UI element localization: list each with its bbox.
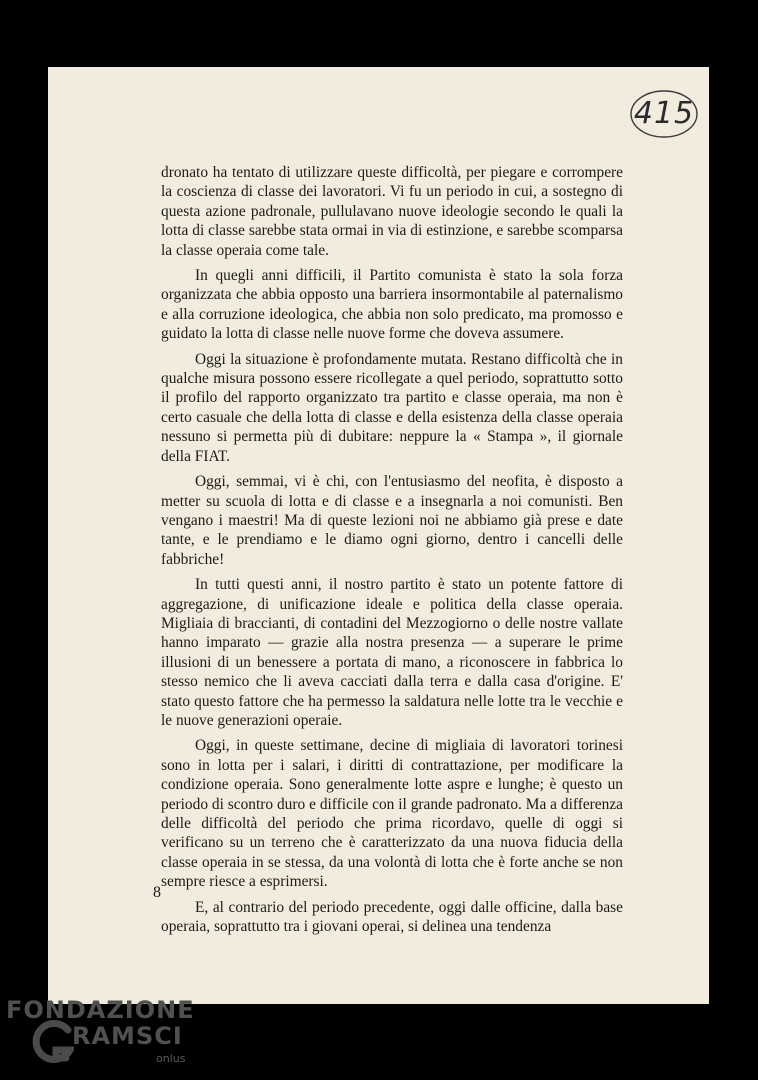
paragraph: dronato ha tentato di utilizzare queste difficoltà, per piegare e corrompere la coscienza di classe dei lavoratori. Vi fu un periodo in cui, a sostegno di questa azione padronale, pullulavano nuove ideologie secondo le quali la lotta di classe sarebbe stata ormai in via di estinzione, e sarebbe scomparsa la classe operaia come tale.: [161, 164, 623, 259]
handwritten-page-annotation: [629, 88, 699, 140]
paragraph: In quegli anni difficili, il Partito comunista è stato la sola forza organizzata che abbia opposto una barriera insormontabile al paternalismo e alla corruzione ideologica, che abbia non solo predicato, ma promosso e guidato la lotta di classe nelle nuove forme che doveva assumere.: [161, 267, 623, 343]
annotation-text: 415: [633, 96, 695, 131]
fondazione-gramsci-watermark: [6, 996, 196, 1076]
document-body: [161, 163, 623, 942]
paragraph: Oggi, in queste settimane, decine di migliaia di lavoratori torinesi sono in lotta per i salari, i diritti di contrattazione, per modificare la condizione operaia. Sono generalmente lotte aspre e lunghe; è questo un periodo di scontro duro e difficile con il grande padronato. Ma a differenza delle difficoltà del periodo che prima ricordavo, quelle di oggi si verificano su un terreno che è caratterizzato da una nuova fiducia della classe operaia in se stessa, da una volontà di lotta che è forte anche se non sempre riesce a esprimersi.: [161, 737, 623, 891]
paragraph: Oggi la situazione è profondamente mutata. Restano difficoltà che in qualche misura possono essere ricollegate a quel periodo, soprattutto sotto il profilo del rapporto organizzato tra partito e classe operaia, ma non è certo casuale che della lotta di classe e della esistenza della classe operaia nessuno si permetta più di dubitare: neppure la « Stampa », il giornale della FIAT.: [161, 350, 623, 465]
paragraph: Oggi, semmai, vi è chi, con l'entusiasmo del neofita, è disposto a metter su scuola di lotta e di classe e a insegnarla a noi comunisti. Ben vengano i maestri! Ma di queste lezioni noi ne abbiamo già prese e date tante, e le prendiamo e le diamo ogni giorno, dentro i cancelli delle fabbriche!: [161, 473, 623, 568]
page-number: 8: [153, 884, 161, 901]
gramsci-g-logo-icon: [30, 1018, 74, 1068]
paragraph: In tutti questi anni, il nostro partito è stato un potente fattore di aggregazione, di unificazione ideale e politica della classe operaia. Migliaia di braccianti, di contadini del Mezzogiorno o delle nostre vallate hanno imparato — grazie alla nostra presenza — a superare le prime illusioni di un benessere a portata di mano, a riconoscere in fabbrica lo stesso nemico che li aveva cacciati dalla terra e dalla casa d'origine. E' stato questo fattore che ha permesso la saldatura nelle lotte tra le vecchie e le nuove generazioni operaie.: [161, 576, 623, 729]
watermark-line2: RAMSCI: [72, 1022, 183, 1050]
watermark-line1: FONDAZIONE: [6, 996, 195, 1024]
paragraph: E, al contrario del periodo precedente, oggi dalle officine, dalla base operaia, soprattutto tra i giovani operai, si delinea una tendenza: [161, 898, 623, 936]
watermark-line3: onlus: [156, 1052, 186, 1065]
